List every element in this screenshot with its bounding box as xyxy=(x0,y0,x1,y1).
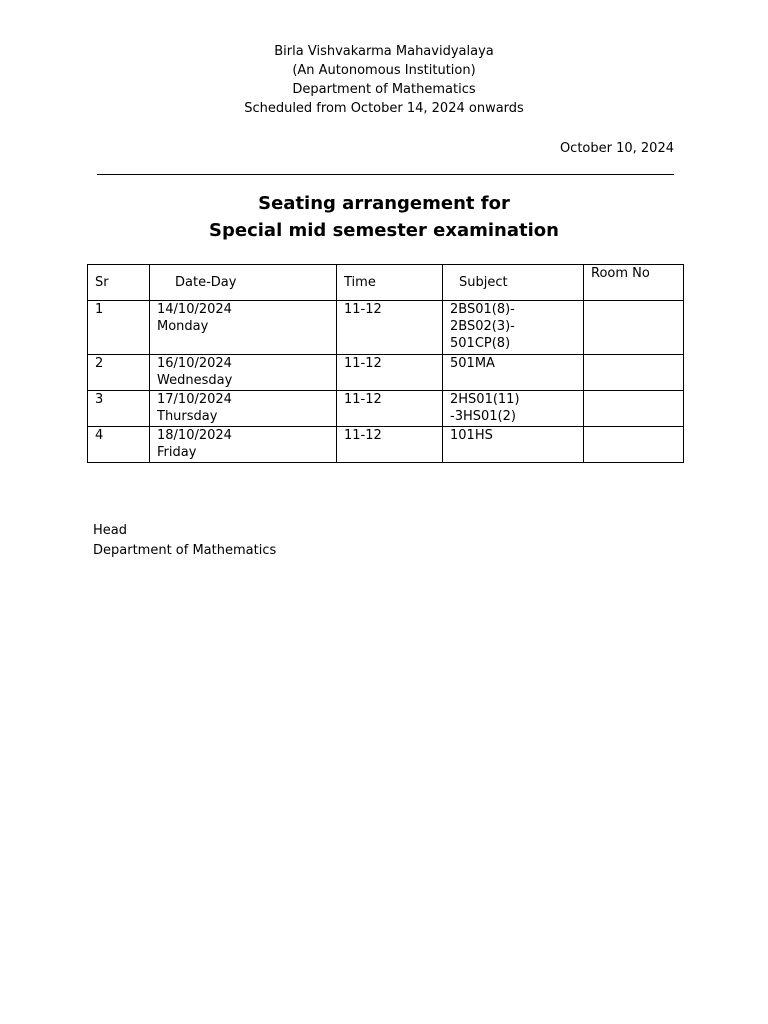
table-row xyxy=(88,427,684,463)
cell-room xyxy=(584,427,684,463)
cell-subject xyxy=(443,391,584,427)
cell-time: 11-12 xyxy=(337,301,443,355)
cell-day: Monday xyxy=(157,319,209,334)
cell-date-day xyxy=(150,301,337,355)
table-row xyxy=(88,391,684,427)
cell-sr: 4 xyxy=(88,427,150,463)
document-header xyxy=(0,42,768,118)
cell-subject-line: 2HS01(11) xyxy=(450,392,520,407)
cell-subject xyxy=(443,355,584,391)
cell-date: 18/10/2024 xyxy=(157,428,232,443)
header-room-no: Room No xyxy=(584,265,684,301)
table-row xyxy=(88,301,684,355)
department-name: Department of Mathematics xyxy=(292,82,476,97)
signatory-role: Head xyxy=(93,523,127,538)
cell-sr: 3 xyxy=(88,391,150,427)
header-subject-label: Subject xyxy=(459,275,508,290)
cell-subject xyxy=(443,427,584,463)
cell-date-day xyxy=(150,427,337,463)
cell-time: 11-12 xyxy=(337,355,443,391)
cell-time: 11-12 xyxy=(337,427,443,463)
table-header-row xyxy=(88,265,684,301)
cell-day: Thursday xyxy=(157,409,218,424)
cell-time: 11-12 xyxy=(337,391,443,427)
cell-room xyxy=(584,301,684,355)
cell-subject-line: 2BS01(8)- xyxy=(450,302,515,317)
cell-date: 17/10/2024 xyxy=(157,392,232,407)
institution-name: Birla Vishvakarma Mahavidyalaya xyxy=(274,44,494,59)
cell-subject-line: 2BS02(3)- xyxy=(450,319,515,334)
header-date-day xyxy=(150,265,337,301)
institution-subtitle: (An Autonomous Institution) xyxy=(292,63,476,78)
cell-subject-line: 101HS xyxy=(450,428,493,443)
page-title xyxy=(0,190,768,244)
signatory-department: Department of Mathematics xyxy=(93,543,277,558)
cell-subject-line: -3HS01(2) xyxy=(450,409,516,424)
cell-day: Wednesday xyxy=(157,373,233,388)
table-row xyxy=(88,355,684,391)
cell-sr: 1 xyxy=(88,301,150,355)
cell-room xyxy=(584,355,684,391)
header-sr: Sr xyxy=(88,265,150,301)
header-time: Time xyxy=(337,265,443,301)
cell-room xyxy=(584,391,684,427)
cell-subject-line: 501CP(8) xyxy=(450,336,511,351)
schedule-note: Scheduled from October 14, 2024 onwards xyxy=(244,101,524,116)
header-date-day-label: Date-Day xyxy=(175,275,237,290)
title-line-1: Seating arrangement for xyxy=(258,193,510,214)
cell-date: 16/10/2024 xyxy=(157,356,232,371)
cell-date-day xyxy=(150,355,337,391)
signature-block xyxy=(93,521,276,561)
document-date: October 10, 2024 xyxy=(559,141,674,156)
cell-day: Friday xyxy=(157,445,197,460)
header-subject xyxy=(443,265,584,301)
cell-sr: 2 xyxy=(88,355,150,391)
cell-subject xyxy=(443,301,584,355)
cell-date: 14/10/2024 xyxy=(157,302,232,317)
title-line-2: Special mid semester examination xyxy=(209,220,559,241)
seating-table xyxy=(87,264,684,463)
cell-date-day xyxy=(150,391,337,427)
cell-subject-line: 501MA xyxy=(450,356,495,371)
header-divider xyxy=(97,174,674,175)
